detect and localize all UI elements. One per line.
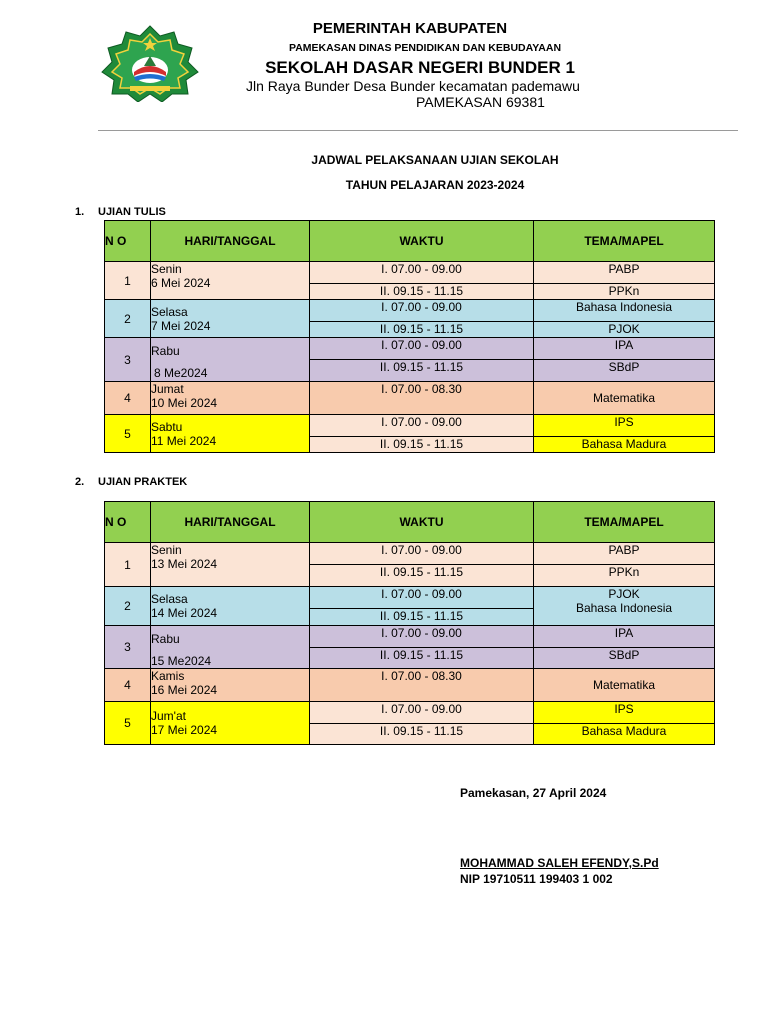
column-header-day: HARI/TANGGAL <box>151 502 310 543</box>
row-number: 5 <box>105 415 151 453</box>
time-slot: I. 07.00 - 09.00 <box>310 702 534 724</box>
section-heading-praktek <box>75 476 187 488</box>
row-number: 3 <box>105 626 151 669</box>
table-row <box>105 382 715 415</box>
row-day <box>151 262 310 300</box>
table-header-row <box>105 502 715 543</box>
row-day <box>151 415 310 453</box>
day-name: Senin <box>151 262 182 276</box>
day-name: Selasa <box>151 304 188 319</box>
day-name: Rabu <box>151 632 180 646</box>
row-day <box>151 338 310 382</box>
subject <box>534 587 715 626</box>
time-slot: I. 07.00 - 09.00 <box>310 262 534 284</box>
subject: PJOK <box>534 322 715 338</box>
header-divider <box>98 130 738 131</box>
row-day <box>151 626 310 669</box>
day-date: 11 Mei 2024 <box>151 433 217 448</box>
day-name: Selasa <box>151 592 188 606</box>
row-number: 4 <box>105 669 151 702</box>
column-header-time: WAKTU <box>310 502 534 543</box>
row-day <box>151 702 310 745</box>
school-city: PAMEKASAN 69381 <box>416 94 545 110</box>
row-number: 3 <box>105 338 151 382</box>
day-name: Kamis <box>151 669 185 683</box>
subject: PABP <box>534 262 715 284</box>
time-slot: II. 09.15 - 11.15 <box>310 322 534 338</box>
day-date: 16 Mei 2024 <box>151 683 218 697</box>
time-slot: II. 09.15 - 11.15 <box>310 724 534 745</box>
signature-place-date: Pamekasan, 27 April 2024 <box>460 786 607 800</box>
subject: SBdP <box>534 648 715 669</box>
table-row <box>105 543 715 565</box>
school-name: SEKOLAH DASAR NEGERI BUNDER 1 <box>265 58 575 77</box>
section-label: UJIAN PRAKTEK <box>98 476 188 488</box>
time-slot: II. 09.15 - 11.15 <box>310 360 534 382</box>
document-title: JADWAL PELAKSANAAN UJIAN SEKOLAH <box>311 153 559 167</box>
section-label: UJIAN TULIS <box>98 206 166 218</box>
row-day <box>151 543 310 587</box>
time-slot: II. 09.15 - 11.15 <box>310 437 534 453</box>
schedule-table-praktek <box>104 501 715 745</box>
column-header-subject: TEMA/MAPEL <box>534 502 715 543</box>
day-date: 17 Mei 2024 <box>151 723 218 737</box>
subject-line: Bahasa Indonesia <box>575 601 673 615</box>
day-name: Sabtu <box>151 419 183 434</box>
subject: Matematika <box>534 669 715 702</box>
time-slot: I. 07.00 - 09.00 <box>310 587 534 609</box>
column-header-day: HARI/TANGGAL <box>151 221 310 262</box>
day-date: 7 Mei 2024 <box>151 318 211 333</box>
column-header-no: N O <box>105 502 151 543</box>
signatory-nip: NIP 19710511 199403 1 002 <box>460 872 613 886</box>
subject: Bahasa Madura <box>534 437 715 453</box>
row-number: 2 <box>105 587 151 626</box>
day-date: 15 Me2024 <box>151 654 212 668</box>
row-day <box>151 587 310 626</box>
school-address: Jln Raya Bunder Desa Bunder kecamatan pademawu <box>246 78 580 94</box>
subject: PPKn <box>534 565 715 587</box>
signatory-name: MOHAMMAD SALEH EFENDY,S.Pd <box>460 856 659 870</box>
section-heading-tulis <box>75 206 166 218</box>
table-row <box>105 587 715 609</box>
table-header-row <box>105 221 715 262</box>
time-slot: I. 07.00 - 09.00 <box>310 415 534 437</box>
day-date: 13 Mei 2024 <box>151 557 218 571</box>
day-date: 14 Mei 2024 <box>151 606 218 620</box>
header-line-2: PAMEKASAN DINAS PENDIDIKAN DAN KEBUDAYAAN <box>288 42 562 54</box>
subject: Matematika <box>534 382 715 415</box>
schedule-table-tulis <box>104 220 715 453</box>
subject: Bahasa Madura <box>534 724 715 745</box>
table-row <box>105 415 715 437</box>
column-header-time: WAKTU <box>310 221 534 262</box>
subject: IPS <box>534 415 715 437</box>
table-row <box>105 262 715 284</box>
table-row <box>105 338 715 360</box>
row-number: 1 <box>105 543 151 587</box>
time-slot: II. 09.15 - 11.15 <box>310 609 534 626</box>
subject: IPS <box>534 702 715 724</box>
time-slot: I. 07.00 - 09.00 <box>310 300 534 322</box>
subject: Bahasa Indonesia <box>534 300 715 322</box>
day-date: 6 Mei 2024 <box>151 276 211 290</box>
subject: PABP <box>534 543 715 565</box>
row-day <box>151 669 310 702</box>
time-slot: I. 07.00 - 09.00 <box>310 338 534 360</box>
document-subtitle: TAHUN PELAJARAN 2023-2024 <box>345 178 525 192</box>
time-slot: I. 07.00 - 08.30 <box>310 669 534 702</box>
time-slot: I. 07.00 - 09.00 <box>310 626 534 648</box>
row-day <box>151 300 310 338</box>
day-name: Rabu <box>151 344 180 358</box>
day-date: 10 Mei 2024 <box>151 396 218 410</box>
subject: IPA <box>534 626 715 648</box>
subject: SBdP <box>534 360 715 382</box>
column-header-subject: TEMA/MAPEL <box>534 221 715 262</box>
table-row <box>105 300 715 322</box>
day-name: Jumat <box>151 382 184 396</box>
day-name: Jum'at <box>151 709 186 723</box>
day-name: Senin <box>151 543 182 557</box>
time-slot: I. 07.00 - 08.30 <box>310 382 534 415</box>
time-slot: I. 07.00 - 09.00 <box>310 543 534 565</box>
table-row <box>105 702 715 724</box>
row-number: 4 <box>105 382 151 415</box>
row-number: 1 <box>105 262 151 300</box>
time-slot: II. 09.15 - 11.15 <box>310 648 534 669</box>
column-header-no: N O <box>105 221 151 262</box>
header-line-1: PEMERINTAH KABUPATEN <box>312 20 508 37</box>
table-row <box>105 669 715 702</box>
section-number: 1. <box>75 206 85 218</box>
time-slot: II. 09.15 - 11.15 <box>310 565 534 587</box>
time-slot: II. 09.15 - 11.15 <box>310 284 534 300</box>
row-day <box>151 382 310 415</box>
subject: PPKn <box>534 284 715 300</box>
section-number: 2. <box>75 476 85 488</box>
row-number: 2 <box>105 300 151 338</box>
table-row <box>105 626 715 648</box>
subject: IPA <box>534 338 715 360</box>
subject-line: PJOK <box>608 587 640 601</box>
day-date: 8 Me2024 <box>154 366 208 380</box>
row-number: 5 <box>105 702 151 745</box>
